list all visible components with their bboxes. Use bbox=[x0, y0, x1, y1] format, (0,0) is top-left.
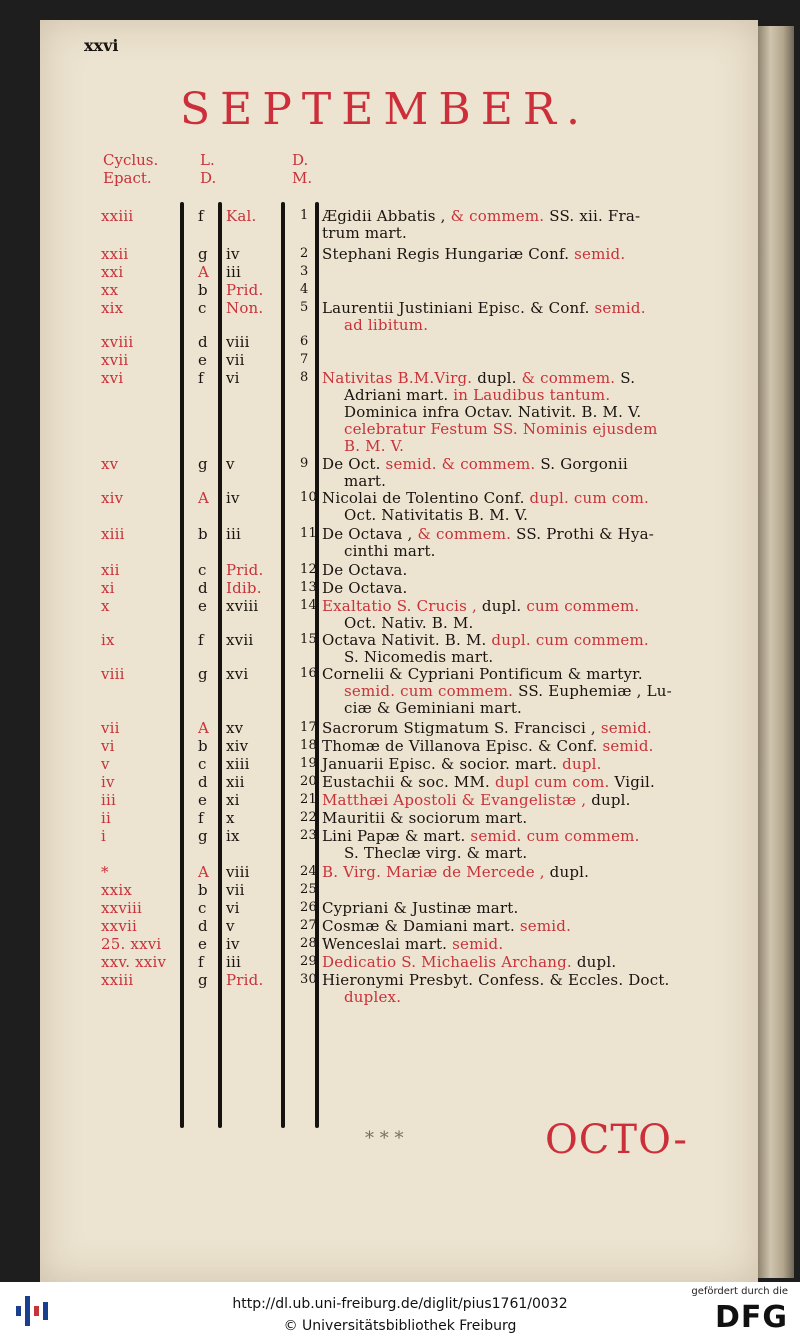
feast-text: De Octava , bbox=[322, 525, 413, 543]
feast-line bbox=[322, 598, 639, 614]
roman-date: viii bbox=[226, 863, 250, 881]
roman-date: xiv bbox=[226, 737, 249, 755]
header-d: D. bbox=[292, 151, 309, 169]
dominical-letter: c bbox=[198, 561, 207, 579]
feast-line bbox=[344, 989, 401, 1005]
epact-cell: ii bbox=[101, 809, 111, 827]
feast-line bbox=[322, 756, 602, 772]
roman-date: viii bbox=[226, 333, 250, 351]
roman-date: Idib. bbox=[226, 579, 262, 597]
epact-cell: v bbox=[101, 755, 110, 773]
catchword: OCTO- bbox=[545, 1117, 688, 1163]
roman-date: iii bbox=[226, 525, 241, 543]
roman-date: Non. bbox=[226, 299, 264, 317]
rubric-text: Nativitas B.M.Virg. bbox=[322, 369, 473, 387]
epact-cell: xxiii bbox=[101, 207, 134, 225]
rubric-text: duplex. bbox=[344, 988, 402, 1006]
feast-line bbox=[322, 774, 655, 790]
rubric-text: semid. bbox=[447, 935, 504, 953]
epact-cell: iv bbox=[101, 773, 115, 791]
feast-text: Nicolai de Tolentino Conf. bbox=[322, 489, 525, 507]
epact-cell: xxvii bbox=[101, 917, 137, 935]
epact-cell: * bbox=[101, 863, 109, 881]
epact-cell: xxiii bbox=[101, 971, 134, 989]
roman-date: ix bbox=[226, 827, 240, 845]
roman-date: xv bbox=[226, 719, 244, 737]
feast-text: De Octava. bbox=[322, 579, 408, 597]
feast-line bbox=[322, 490, 649, 506]
dominical-letter: c bbox=[198, 299, 207, 317]
column-rule-2 bbox=[218, 202, 222, 1128]
day-number: 10 bbox=[300, 490, 317, 505]
day-number: 30 bbox=[300, 972, 317, 987]
epact-cell: xi bbox=[101, 579, 115, 597]
day-number: 25 bbox=[300, 882, 317, 897]
day-number: 22 bbox=[300, 810, 317, 825]
feast-text: Lini Papæ & mart. bbox=[322, 827, 466, 845]
epact-cell: vi bbox=[101, 737, 115, 755]
day-number: 14 bbox=[300, 598, 317, 613]
day-number: 11 bbox=[300, 526, 317, 541]
dominical-letter: A bbox=[198, 263, 210, 281]
roman-date: xii bbox=[226, 773, 245, 791]
day-number: 15 bbox=[300, 632, 317, 647]
rubric-text: B. M. V. bbox=[344, 437, 405, 455]
feast-text: Octava Nativit. B. M. bbox=[322, 631, 487, 649]
epact-cell: xvi bbox=[101, 369, 124, 387]
dominical-letter: b bbox=[198, 737, 208, 755]
feast-text: Wenceslai mart. bbox=[322, 935, 448, 953]
feast-text: dupl. bbox=[586, 791, 631, 809]
epact-cell: xxv. xxiv bbox=[101, 953, 167, 971]
month-title: SEPTEMBER. bbox=[180, 84, 590, 135]
dominical-letter: f bbox=[198, 207, 204, 225]
dominical-letter: b bbox=[198, 881, 208, 899]
roman-date: xviii bbox=[226, 597, 259, 615]
dominical-letter: f bbox=[198, 631, 204, 649]
column-rule-1 bbox=[180, 202, 184, 1128]
rubric-text: celebratur Festum SS. Nominis ejusdem bbox=[344, 420, 658, 438]
copyright: © Universitätsbibliothek Freiburg bbox=[283, 1318, 517, 1334]
epact-cell: xvii bbox=[101, 351, 129, 369]
roman-date: Prid. bbox=[226, 561, 264, 579]
epact-cell: xv bbox=[101, 455, 119, 473]
feast-line bbox=[322, 792, 631, 808]
feast-line bbox=[322, 954, 616, 970]
header-epact: Epact. bbox=[103, 169, 152, 187]
feast-line bbox=[344, 845, 527, 861]
feast-line bbox=[322, 526, 654, 542]
dominical-letter: g bbox=[198, 971, 208, 989]
feast-text: mart. bbox=[344, 472, 387, 490]
header-l: L. bbox=[200, 151, 215, 169]
feast-text: Dominica infra Octav. Nativit. B. M. V. bbox=[344, 403, 642, 421]
feast-line bbox=[322, 370, 635, 386]
column-rule-3 bbox=[281, 202, 285, 1128]
day-number: 7 bbox=[300, 352, 309, 367]
epact-cell: ix bbox=[101, 631, 115, 649]
rubric-text: semid. bbox=[589, 299, 646, 317]
epact-cell: xxii bbox=[101, 245, 129, 263]
rubric-text: cum commem. bbox=[521, 597, 640, 615]
dominical-letter: f bbox=[198, 369, 204, 387]
rubric-text: B. Virg. Mariæ de Mercede , bbox=[322, 863, 545, 881]
day-number: 20 bbox=[300, 774, 317, 789]
epact-cell: xiv bbox=[101, 489, 124, 507]
dominical-letter: g bbox=[198, 665, 208, 683]
feast-line bbox=[344, 421, 658, 437]
feast-text: ciæ & Geminiani mart. bbox=[344, 699, 523, 717]
column-rule-4 bbox=[315, 202, 319, 1128]
dfg-logo: DFG bbox=[714, 1300, 788, 1335]
day-number: 1 bbox=[300, 208, 309, 223]
rubric-text: semid. bbox=[595, 719, 653, 737]
epact-cell: 25. xxvi bbox=[101, 935, 162, 953]
feast-line bbox=[322, 864, 589, 880]
roman-date: v bbox=[226, 917, 235, 935]
feast-text: SS. Prothi & Hya- bbox=[511, 525, 655, 543]
feast-text: S. Theclæ virg. & mart. bbox=[344, 844, 528, 862]
day-number: 26 bbox=[300, 900, 317, 915]
roman-date: Prid. bbox=[226, 281, 264, 299]
feast-line bbox=[322, 456, 628, 472]
rubric-text: semid. bbox=[569, 245, 626, 263]
roman-date: Prid. bbox=[226, 971, 264, 989]
feast-line bbox=[322, 738, 654, 754]
feast-text: SS. Euphemiæ , Lu- bbox=[513, 682, 672, 700]
feast-text: Mauritii & sociorum mart. bbox=[322, 809, 528, 827]
epact-cell: iii bbox=[101, 791, 116, 809]
feast-line bbox=[322, 936, 503, 952]
roman-date: vii bbox=[226, 351, 245, 369]
dominical-letter: e bbox=[198, 791, 208, 809]
epact-cell: i bbox=[101, 827, 106, 845]
rubric-text: & commem. bbox=[516, 369, 616, 387]
epact-cell: xxviii bbox=[101, 899, 142, 917]
feast-line bbox=[322, 225, 407, 241]
dominical-letter: b bbox=[198, 525, 208, 543]
epact-cell: xxi bbox=[101, 263, 124, 281]
roman-date: xvii bbox=[226, 631, 254, 649]
day-number: 18 bbox=[300, 738, 317, 753]
dominical-letter: d bbox=[198, 333, 208, 351]
epact-cell: xii bbox=[101, 561, 120, 579]
feast-text: Ægidii Abbatis , bbox=[322, 207, 446, 225]
epact-cell: xx bbox=[101, 281, 119, 299]
funding-note: gefördert durch die bbox=[691, 1286, 788, 1297]
feast-line bbox=[322, 562, 408, 578]
dominical-letter: e bbox=[198, 597, 208, 615]
feast-line bbox=[322, 918, 571, 934]
feast-line bbox=[322, 720, 652, 736]
feast-text: Januarii Episc. & socior. mart. bbox=[322, 755, 558, 773]
roman-date: iii bbox=[226, 263, 241, 281]
feast-line bbox=[322, 632, 649, 648]
epact-cell: xiii bbox=[101, 525, 125, 543]
feast-text: Sacrorum Stigmatum S. Francisci , bbox=[322, 719, 596, 737]
rubric-text: & commem. bbox=[445, 207, 545, 225]
header-l-d: D. bbox=[200, 169, 217, 187]
feast-line bbox=[322, 246, 625, 262]
document-url[interactable]: http://dl.ub.uni-freiburg.de/diglit/pius1761/0032 bbox=[232, 1296, 568, 1312]
day-number: 24 bbox=[300, 864, 317, 879]
header-d-m: M. bbox=[292, 169, 313, 187]
page-number: xxvi bbox=[84, 36, 119, 55]
epact-cell: viii bbox=[101, 665, 125, 683]
roman-date: xvi bbox=[226, 665, 249, 683]
day-number: 21 bbox=[300, 792, 317, 807]
feast-text: Stephani Regis Hungariæ Conf. bbox=[322, 245, 570, 263]
epact-cell: x bbox=[101, 597, 110, 615]
roman-date: iv bbox=[226, 935, 240, 953]
dominical-letter: f bbox=[198, 809, 204, 827]
dominical-letter: A bbox=[198, 863, 210, 881]
rubric-text: ad libitum. bbox=[344, 316, 429, 334]
feast-line bbox=[322, 900, 518, 916]
roman-date: vii bbox=[226, 881, 245, 899]
dominical-letter: g bbox=[198, 455, 208, 473]
day-number: 8 bbox=[300, 370, 309, 385]
dominical-letter: f bbox=[198, 953, 204, 971]
rubric-text: & commem. bbox=[412, 525, 512, 543]
feast-text: Hieronymi Presbyt. Confess. & Eccles. Doct. bbox=[322, 971, 670, 989]
dominical-letter: g bbox=[198, 827, 208, 845]
feast-text: cinthi mart. bbox=[344, 542, 436, 560]
day-number: 9 bbox=[300, 456, 309, 471]
dominical-letter: e bbox=[198, 351, 208, 369]
epact-cell: xix bbox=[101, 299, 124, 317]
feast-line bbox=[322, 208, 640, 224]
feast-text: De Octava. bbox=[322, 561, 408, 579]
dominical-letter: A bbox=[198, 489, 210, 507]
dominical-letter: d bbox=[198, 773, 208, 791]
feast-text: S. bbox=[615, 369, 636, 387]
feast-line bbox=[344, 387, 610, 403]
feast-text: Cosmæ & Damiani mart. bbox=[322, 917, 515, 935]
day-number: 12 bbox=[300, 562, 317, 577]
roman-date: iv bbox=[226, 489, 240, 507]
feast-text: dupl. bbox=[476, 597, 522, 615]
dominical-letter: e bbox=[198, 935, 208, 953]
header-cyclus: Cyclus. bbox=[103, 151, 159, 169]
feast-line bbox=[322, 810, 527, 826]
feast-text: Oct. Nativ. B. M. bbox=[344, 614, 474, 632]
feast-line bbox=[322, 580, 408, 596]
feast-text: S. Gorgonii bbox=[535, 455, 628, 473]
day-number: 29 bbox=[300, 954, 317, 969]
feast-line bbox=[344, 615, 473, 631]
day-number: 19 bbox=[300, 756, 317, 771]
feast-line bbox=[322, 666, 643, 682]
feast-text: Thomæ de Villanova Episc. & Conf. bbox=[322, 737, 598, 755]
dominical-letter: g bbox=[198, 245, 208, 263]
rubric-text: dupl cum com. bbox=[489, 773, 610, 791]
day-number: 28 bbox=[300, 936, 317, 951]
feast-text: dupl. bbox=[571, 953, 617, 971]
rubric-text: Matthæi Apostoli & Evangelistæ , bbox=[322, 791, 587, 809]
roman-date: vi bbox=[226, 899, 240, 917]
feast-text: Vigil. bbox=[609, 773, 655, 791]
feast-text: De Oct. bbox=[322, 455, 381, 473]
feast-line bbox=[322, 972, 670, 988]
feast-line bbox=[344, 438, 404, 454]
viewer-footer bbox=[0, 1282, 800, 1341]
dominical-letter: A bbox=[198, 719, 210, 737]
day-number: 17 bbox=[300, 720, 317, 735]
day-number: 23 bbox=[300, 828, 317, 843]
day-number: 13 bbox=[300, 580, 317, 595]
feast-text: Cypriani & Justinæ mart. bbox=[322, 899, 519, 917]
feast-text: Adriani mart. bbox=[344, 386, 449, 404]
dominical-letter: d bbox=[198, 579, 208, 597]
day-number: 6 bbox=[300, 334, 309, 349]
day-number: 16 bbox=[300, 666, 317, 681]
rubric-text: dupl. bbox=[557, 755, 602, 773]
feast-line bbox=[322, 828, 640, 844]
feast-text: Oct. Nativitatis B. M. V. bbox=[344, 506, 529, 524]
roman-date: iv bbox=[226, 245, 240, 263]
roman-date: x bbox=[226, 809, 235, 827]
roman-date: vi bbox=[226, 369, 240, 387]
epact-cell: xxix bbox=[101, 881, 132, 899]
feast-text: dupl. bbox=[472, 369, 517, 387]
roman-date: xiii bbox=[226, 755, 250, 773]
feast-text: dupl. bbox=[544, 863, 590, 881]
feast-line bbox=[322, 300, 646, 316]
rubric-text: Exaltatio S. Crucis , bbox=[322, 597, 477, 615]
feast-text: S. Nicomedis mart. bbox=[344, 648, 494, 666]
day-number: 2 bbox=[300, 246, 309, 261]
feast-text: Cornelii & Cypriani Pontificum & martyr. bbox=[322, 665, 643, 683]
roman-date: v bbox=[226, 455, 235, 473]
rubric-text: semid. bbox=[514, 917, 572, 935]
rubric-text: semid. cum commem. bbox=[344, 682, 514, 700]
feast-line bbox=[344, 404, 641, 420]
ornament: * * * bbox=[365, 1128, 404, 1149]
dominical-letter: d bbox=[198, 917, 208, 935]
rubric-text: in Laudibus tantum. bbox=[448, 386, 611, 404]
feast-text: Eustachii & soc. MM. bbox=[322, 773, 490, 791]
feast-line bbox=[344, 473, 386, 489]
dominical-letter: c bbox=[198, 899, 207, 917]
rubric-text: dupl. cum commem. bbox=[486, 631, 649, 649]
feast-line bbox=[344, 683, 672, 699]
dominical-letter: c bbox=[198, 755, 207, 773]
feast-line bbox=[344, 649, 493, 665]
feast-text: SS. xii. Fra- bbox=[544, 207, 641, 225]
feast-text: Laurentii Justiniani Episc. & Conf. bbox=[322, 299, 590, 317]
day-number: 3 bbox=[300, 264, 309, 279]
roman-date: Kal. bbox=[226, 207, 257, 225]
day-number: 4 bbox=[300, 282, 309, 297]
feast-line bbox=[344, 507, 528, 523]
feast-line bbox=[344, 317, 428, 333]
rubric-text: semid. cum commem. bbox=[465, 827, 640, 845]
rubric-text: semid. bbox=[597, 737, 654, 755]
feast-line bbox=[344, 700, 522, 716]
dominical-letter: b bbox=[198, 281, 208, 299]
feast-line bbox=[344, 543, 436, 559]
rubric-text: dupl. cum com. bbox=[524, 489, 650, 507]
rubric-text: Dedicatio S. Michaelis Archang. bbox=[322, 953, 572, 971]
epact-cell: vii bbox=[101, 719, 120, 737]
day-number: 5 bbox=[300, 300, 309, 315]
roman-date: iii bbox=[226, 953, 241, 971]
feast-text: trum mart. bbox=[322, 224, 407, 242]
day-number: 27 bbox=[300, 918, 317, 933]
page-edge bbox=[758, 26, 794, 1278]
epact-cell: xviii bbox=[101, 333, 134, 351]
rubric-text: semid. & commem. bbox=[380, 455, 536, 473]
roman-date: xi bbox=[226, 791, 240, 809]
